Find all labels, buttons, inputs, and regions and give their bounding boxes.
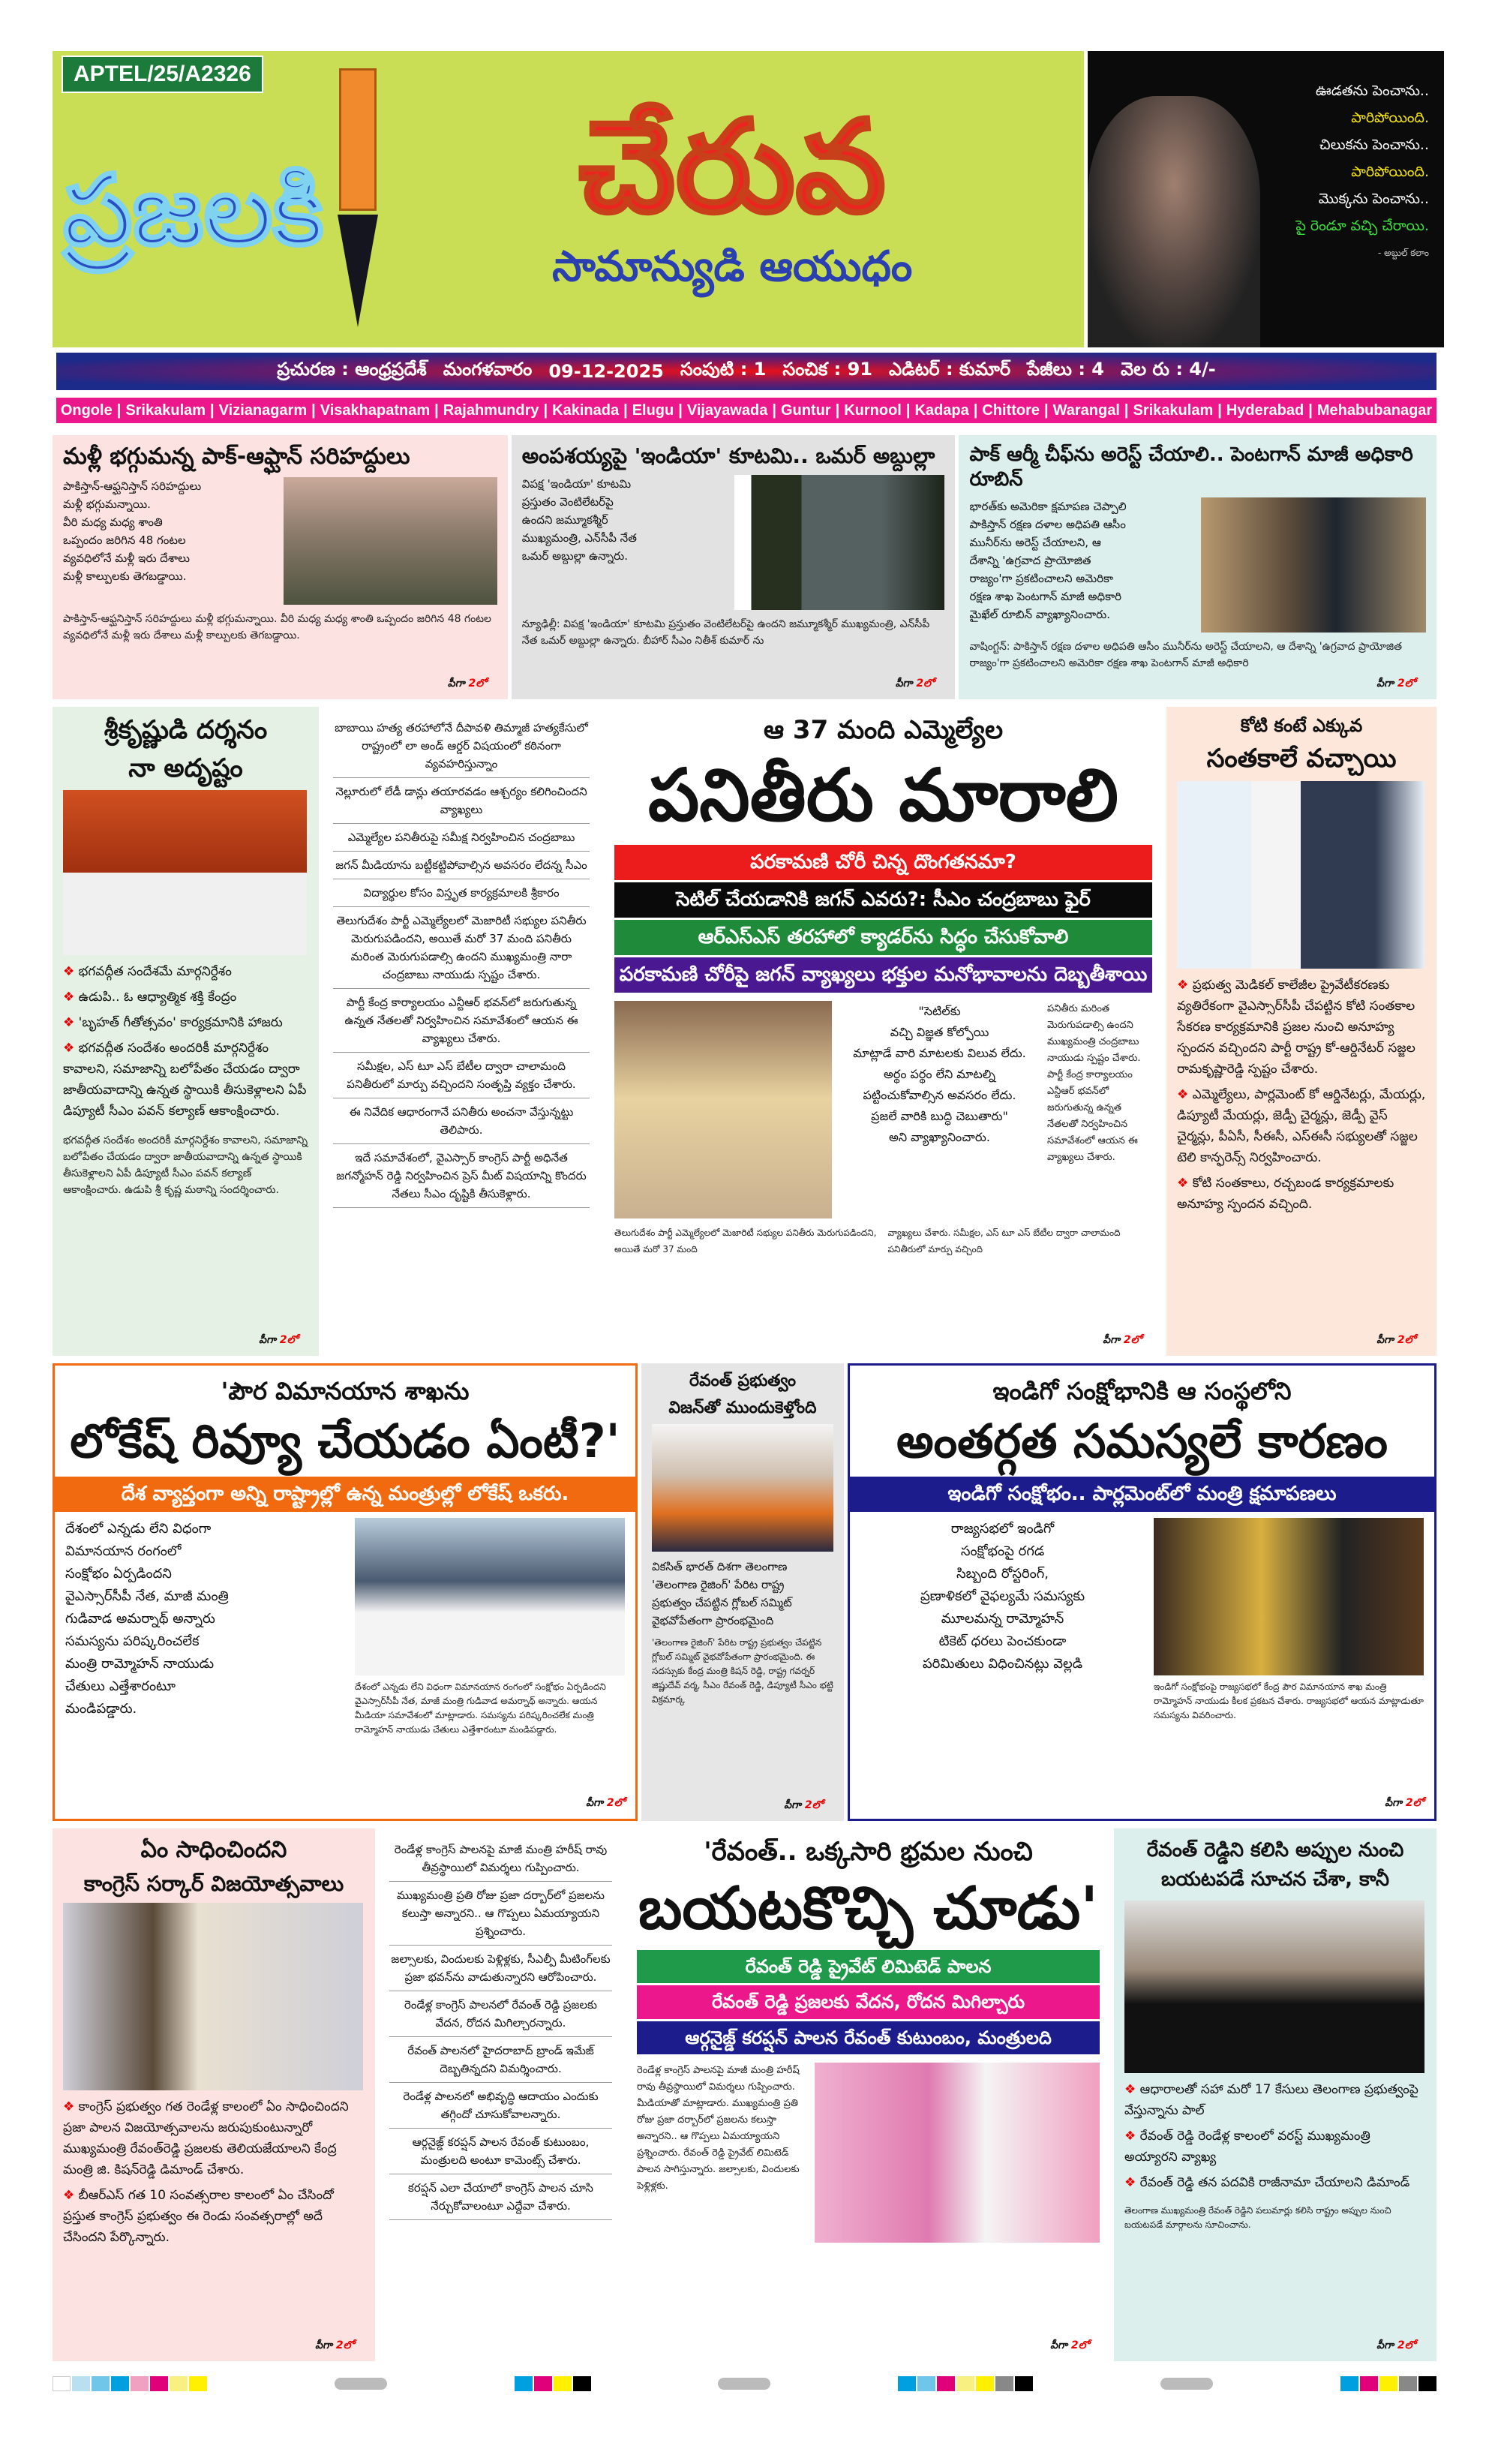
quote-line: పారిపోయింది. — [1351, 110, 1429, 126]
kishan-reddy-photo — [63, 1903, 363, 2090]
bullet-icon: ❖ — [63, 990, 79, 1005]
bullet-item — [1177, 1173, 1426, 1215]
bullet-icon: ❖ — [1177, 1175, 1193, 1191]
city-bar — [56, 398, 1436, 423]
news-page — [53, 435, 1436, 2391]
chandrababu-photo — [614, 1001, 832, 1218]
text-line: చేతులు ఎత్తేశారంటూ — [65, 1678, 176, 1694]
text-line: రాజ్యసభలో ఇండిగో — [950, 1520, 1055, 1537]
separator: | — [973, 401, 978, 419]
article-india-bloc — [512, 435, 956, 699]
text-line: రెండేళ్ల కాంగ్రెస్ పాలనపై మాజీ మంత్రి హరీష్ రావు తీవ్రస్థాయిలో విమర్శలు గుప్పించారు. — [389, 1840, 612, 1882]
ka-paul-photo — [1124, 1901, 1424, 2073]
bullet-item — [63, 2096, 365, 2180]
article-pawan-krishna — [53, 707, 319, 1356]
text-line: "సెటిల్‌కు — [918, 1004, 961, 1019]
byline-mark: 2లో — [1405, 1797, 1424, 1809]
text-line: ఒమర్ అబ్దుల్లా ఉన్నారు. — [521, 549, 628, 563]
bullet-icon: ❖ — [1177, 1086, 1193, 1102]
editor: ఎడిటర్ : కుమార్ — [889, 359, 1011, 380]
byline-mark: 2లో — [804, 1799, 823, 1811]
byline-text: పీగా — [1376, 1334, 1394, 1346]
headline-line2: నా అదృష్టం — [128, 753, 243, 783]
byline — [652, 1799, 833, 1813]
text-line: భారత్‌కు అమెరికా క్షమాపణ చెప్పాలి — [969, 500, 1127, 513]
text-line: ఒప్పందం జరిగిన 48 గంటల — [63, 533, 186, 547]
publication: ప్రచురణ : ఆంధ్రప్రదేశ్ — [277, 359, 427, 380]
row-3 — [53, 1363, 1436, 1821]
row-1 — [53, 435, 1436, 699]
byline — [63, 2339, 365, 2354]
text-line: పనితీరు మరింత మెరుగుపడాల్సి ఉందని ముఖ్యమంత్రి చంద్రబాబు నాయుడు స్పష్టం చేశారు. పార్టీ కేంద్ర కార్యాలయం ఎన్టీఆర్ భవన్‌లో జరుగుతున్న ఉన్నత నేతలతో నిర్వహించిన సమావేశంలో ఆయన ఈ వ్యాఖ్యలు చేశారు. — [1047, 1003, 1141, 1164]
bullet-icon: ❖ — [63, 1015, 79, 1030]
kicker: 'రేవంత్.. ఒక్కసారి భ్రమల నుంచి — [704, 1837, 1033, 1867]
separator: | — [1124, 401, 1129, 419]
byline — [1124, 2339, 1426, 2354]
article-lokesh-review — [53, 1363, 638, 1821]
separator: | — [210, 401, 215, 419]
bullet-text: ఆధారాలతో సహా మరో 17 కేసులు తెలంగాణ ప్రభుత్వంపై వేస్తున్నాను పాల్ — [1124, 2082, 1418, 2118]
caption: భగవద్గీత సందేశం అందరికీ మార్గనిర్దేశం కావాలని, సమాజాన్ని బలోపేతం చేయడం ద్వారా జాతీయవాదాన్ని ఉన్నత స్థాయికి తీసుకెళ్లాలని ఏపీ డిప్యూటీ సీఎం పవన్ కల్యాణ్ ఆకాంక్షించారు. ఉడుపి శ్రీ కృష్ణ మఠాన్ని సందర్శించారు. — [63, 1134, 308, 1196]
text-line: పాకిస్తాన్-ఆఫ్ఘనిస్తాన్ సరిహద్దులు — [63, 479, 202, 493]
row-2 — [53, 707, 1436, 1356]
separator: | — [1044, 401, 1049, 419]
logo-title-part2: చేరువ — [578, 92, 887, 242]
bullet-icon: ❖ — [63, 964, 79, 979]
headline: అంపశయ్యపై 'ఇండియా' కూటమి.. ఒమర్ అబ్దుల్లా — [521, 443, 935, 468]
byline-mark: 2లో — [279, 1334, 298, 1346]
text-line: రెండేళ్ల పాలనలో అభివృద్ధి ఆదాయం ఎందుకు తగ్గిందో చూసుకోవాలన్నారు. — [389, 2087, 612, 2129]
text-line: పట్టించుకోవాల్సిన అవసరం లేదు. — [863, 1088, 1016, 1103]
bullet-text: ప్రభుత్వ మెడికల్ కాలేజీల ప్రైవేటీకరణకు వ్యతిరేకంగా వైఎస్సార్‌సీపీ చేపట్టిన కోటి సంతకాల సేకరణ కార్యక్రమానికి ప్రజల నుంచి అనూహ్య స్పందన వచ్చిందని పార్టీ రాష్ట్ర కో-ఆర్డినేటర్ సజ్జల రామకృష్ణారెడ్డి స్పష్టం చేశారు. — [1177, 977, 1415, 1077]
separator: | — [311, 401, 316, 419]
column-harish-comments — [379, 1828, 623, 2361]
text-line: ఇదే సమావేశంలో, వైఎస్సార్ కాంగ్రెస్ పార్టీ అధినేత జగన్మోహన్ రెడ్డి నిర్వహించిన ప్రెస్ మీట్ విషయాన్ని కొందరు నేతలు సీఎం దృష్టికి తీసుకెళ్లారు. — [333, 1149, 590, 1208]
bullet-text: రేవంత్ రెడ్డి రెండేళ్ల కాలంలో వరస్ట్ ముఖ్యమంత్రి అయ్యారని వ్యాఖ్య — [1124, 2129, 1370, 2165]
text-line: సంక్షోభంపై రగడ — [960, 1543, 1045, 1559]
byline — [522, 678, 945, 692]
registration-marks — [53, 2376, 207, 2391]
byline — [55, 1797, 635, 1811]
text-line: బాబాయి హత్య తరహాలోనే దీపావళి తిమ్మాజీ హత్యకేసులో రాష్ట్రంలో లా అండ్ ఆర్డర్ విషయంలో కఠినంగా వ్యవహరిస్తున్నాం — [333, 719, 590, 778]
column-jagan-comments — [323, 707, 600, 1356]
text-line: ఎమ్మెల్యేల పనితీరుపై సమీక్ష నిర్వహించిన చంద్రబాబు — [333, 828, 590, 852]
separator: | — [905, 401, 911, 419]
byline-mark: 2లో — [1397, 2339, 1415, 2351]
text-line: మునీర్‌ను అరెస్ట్ చేయాలని, ఆ — [969, 536, 1101, 549]
headline: లోకేష్ రివ్యూ చేయడం ఏంటీ?' — [70, 1414, 620, 1468]
subhead-strips — [637, 1950, 1100, 2057]
separator: | — [543, 401, 548, 419]
text-line: వచ్చి విజ్ఞత కోల్పోయి — [890, 1025, 989, 1040]
print-marks — [53, 2376, 1436, 2391]
bullet-text: భగవద్గీత సందేశం అందరికీ మార్గనిర్దేశం కావాలని, సమాజాన్ని బలోపేతం చేయడం ద్వారా జాతీయవాదాన్ని ఉన్నత స్థాయికి తీసుకెళ్లాలని ఏపీ డిప్యూటీ సీఎం పవన్ కల్యాణ్ ఆకాంక్షించారు. — [63, 1041, 307, 1119]
quote-line: పై రెండూ వచ్చి చేరాయి. — [1295, 218, 1429, 234]
bullet-text: కాంగ్రెస్ ప్రభుత్వం గత రెండేళ్ల కాలంలో ఏం సాధించిందని ప్రజా పాలన విజయోత్సవాలను జరుపుకుంటున్నారో ముఖ్యమంత్రి రేవంత్‌రెడ్డి ప్రజలకు తెలియజేయాలని కేంద్ర మంత్రి జి. కిషన్‌రెడ్డి డిమాండ్ చేశారు. — [63, 2099, 349, 2177]
text-line: వ్యవధిలోనే మళ్లీ ఇరు దేశాలు — [63, 551, 190, 565]
subhead-strip: సెటిల్ చేయడానికి జగన్ ఎవరు?: సీఎం చంద్రబాబు ఫైర్ — [614, 882, 1152, 918]
border-soldiers-photo — [284, 477, 497, 605]
separator: | — [1308, 401, 1313, 419]
text-line: మళ్లీ భగ్గుమన్నాయి. — [63, 497, 151, 511]
text-line: పాకిస్తాన్ రక్షణ దళాల అధిపతి ఆసీం — [969, 518, 1126, 531]
city-link[interactable]: Kadapa — [914, 401, 969, 419]
byline-mark: 2లో — [1123, 1334, 1142, 1346]
article-pak-afghan — [53, 435, 508, 699]
caption: దేశంలో ఎన్నడు లేని విధంగా విమానయాన రంగంలో సంక్షోభం ఏర్పడిందని వైఎస్సార్‌సీపీ నేత, మాజీ మంత్రి గుడివాడ అమర్నాథ్ అన్నారు. ఆయన మీడియా సమావేశంలో మాట్లాడారు. సమస్యను పరిష్కరించలేక మంత్రి రామ్మోహన్ నాయుడు చేతులు ఎత్తేశారంటూ మండిపడ్డారు. — [355, 1681, 606, 1735]
headline: రేవంత్ రెడ్డిని కలిసి అప్పుల నుంచి బయటపడే సూచన చేశా, కానీ — [1146, 1839, 1404, 1891]
text-line: సిబ్బంది రోస్టరింగ్, — [956, 1565, 1049, 1582]
kalam-photo — [1088, 96, 1260, 347]
byline-text: పీగా — [895, 678, 913, 690]
subhead-strip: ఇండిగో సంక్షోభం.. పార్లమెంట్‌లో మంత్రి క్షమాపణలు — [850, 1477, 1434, 1512]
byline — [614, 1334, 1152, 1348]
quote-line: పారిపోయింది. — [1351, 164, 1429, 180]
text-line: కరప్షన్ ఎలా చేయాలో కాంగ్రెస్ పాలన చూసి నేర్చుకోవాలంటూ ఎద్దేవా చేశారు. — [389, 2179, 612, 2220]
bullet-item — [63, 987, 308, 1008]
text-line: మంత్రి రామ్మోహన్ నాయుడు — [65, 1655, 215, 1672]
kicker: కోటి కంటే ఎక్కువ — [1240, 715, 1363, 736]
bullet-text: బీఆర్ఎస్ గత 10 సంవత్సరాల కాలంలో ఏం చేసిందో ప్రస్తుత కాంగ్రెస్ ప్రభుత్వం ఈ రెండు సంవత్సరాల్లో అదే చేసిందని పేర్కొన్నారు. — [63, 2187, 334, 2245]
lead-article — [604, 707, 1163, 1356]
kicker: 'పౌర విమానయాన శాఖను — [221, 1377, 470, 1405]
caption: వాషింగ్టన్: పాకిస్తాన్ రక్షణ దళాల అధిపతి ఆసీం మునీర్‌ను అరెస్ట్ చేయాలని, ఆ దేశాన్ని 'ఉగ్రవాద ప్రాయోజిత రాజ్యం'గా ప్రకటించాలని అమెరికా రక్షణ శాఖ పెంటగాన్ మాజీ అధికారి — [969, 641, 1403, 669]
day: మంగళవారం — [443, 359, 533, 380]
city-link[interactable]: Hyderabad — [1226, 401, 1304, 419]
city-link[interactable]: Rajahmundry — [443, 401, 539, 419]
city-link[interactable]: Srikakulam — [125, 401, 206, 419]
headline-line1: ఏం సాధించిందని — [140, 1837, 287, 1863]
masthead — [53, 51, 1084, 347]
caption-2: వ్యాఖ్యలు చేశారు. సమీక్షల, ఎస్ టూ ఎస్ బేటీల ద్వారా చాలామంది పనితీరులో మార్పు వచ్చింది — [887, 1227, 1121, 1255]
issue: సంచిక : 91 — [782, 359, 872, 380]
lead-headline: పనితీరు మారాలి — [648, 753, 1118, 837]
separator: | — [434, 401, 439, 419]
city-link[interactable]: Vijayawada — [686, 401, 768, 419]
text-line: ప్రభుత్వం చేపట్టిన గ్లోబల్ సమ్మిట్ — [652, 1596, 792, 1609]
text-line: సంక్షోభం ఏర్పడిందని — [65, 1565, 172, 1582]
bullet-icon: ❖ — [1124, 2175, 1140, 2190]
bullet-text: ఉడుపి.. ఓ ఆధ్యాత్మిక శక్తి కేంద్రం — [78, 990, 237, 1005]
bullet-item — [1177, 975, 1426, 1080]
text-line: గుడివాడ అమర్నాథ్ అన్నారు — [65, 1610, 215, 1627]
text-line: ప్రస్తుతం వెంటిలేటర్‌పై — [521, 495, 614, 509]
byline — [850, 1797, 1434, 1811]
separator: | — [772, 401, 776, 419]
headline: బయటకొచ్చి చూడు' — [638, 1874, 1099, 1943]
text-line: మాట్లాడే వారి మాటలకు విలువ లేదు. — [853, 1046, 1026, 1061]
volume: సంపుటి : 1 — [680, 359, 767, 380]
text-line: 'తెలంగాణ రైజింగ్' పేరిట రాష్ట్ర — [652, 1578, 785, 1591]
headline-line2: కాంగ్రెస్ సర్కార్ విజయోత్సవాలు — [83, 1871, 344, 1896]
bullet-icon: ❖ — [1177, 977, 1193, 993]
rammohan-naidu-photo — [1154, 1518, 1424, 1675]
separator: | — [116, 401, 122, 419]
byline-text: పీగా — [259, 1334, 276, 1346]
headline: అంతర్గత సమస్యలే కారణం — [896, 1414, 1388, 1468]
date: 09-12-2025 — [548, 361, 664, 382]
text-line: పార్టీ కేంద్ర కార్యాలయం ఎన్టీఆర్ భవన్‌లో జరుగుతున్న ఉన్నత నేతలతో నిర్వహించిన సమావేశంలో ఆయన ఈ వ్యాఖ్యలు చేశారు. — [333, 993, 590, 1053]
subhead-strip: రేవంత్ రెడ్డి ప్రైవేట్ లిమిటెడ్ పాలన — [637, 1950, 1100, 1983]
byline-text: పీగా — [1050, 2339, 1067, 2351]
text-line: మైఖేల్ రూబిన్ వ్యాఖ్యానించారు. — [969, 608, 1110, 621]
quote-lines — [1264, 77, 1429, 266]
bullet-icon: ❖ — [1124, 2082, 1140, 2097]
pen-icon — [332, 68, 384, 331]
article-koti-santakalu — [1166, 707, 1436, 1356]
text-line: ముఖ్యమంత్రి ప్రతి రోజు ప్రజా దర్బార్‌లో ప్రజలను కలుస్తా అన్నారని.. ఆ గొప్పలు ఏమయ్యాయని ప్రశ్నించారు. — [389, 1886, 612, 1946]
text-line: వైభవోపేతంగా ప్రారంభమైంది — [652, 1614, 774, 1627]
bullet-item — [63, 1012, 308, 1033]
byline-text: పీగా — [586, 1797, 603, 1809]
registration-pill — [335, 2378, 387, 2390]
byline-mark: 2లో — [335, 2339, 354, 2351]
text-line: ఉందని జమ్మూకశ్మీర్ — [521, 513, 608, 527]
city-link[interactable]: Elugu — [632, 401, 674, 419]
caption: తెలుగుదేశం పార్టీ ఎమ్మెల్యేలలో మెజారిటీ సభ్యుల పనితీరు మెరుగుపడిందని, అయితే మరో 37 మంది — [614, 1227, 877, 1255]
text-line: ముఖ్యమంత్రి, ఎన్‌సీపీ నేత — [521, 531, 637, 545]
byline — [637, 2339, 1100, 2354]
registration-marks — [515, 2376, 591, 2391]
byline-text: పీగా — [447, 678, 465, 690]
text-line: పరిమితులు విధించినట్లు వెల్లడి — [922, 1655, 1083, 1672]
article-pentagon-rubin — [959, 435, 1436, 699]
city-link[interactable]: Ongole — [60, 401, 113, 419]
text-line: వికసిత్ భారత్ దిశగా తెలంగాణ — [652, 1560, 788, 1573]
bullet-item — [1177, 1084, 1426, 1168]
subhead-strip: ఆర్గనైజ్డ్ కరప్షన్ పాలన రేవంత్ కుటుంబం, మంత్రులది — [637, 2021, 1100, 2054]
bullet-item — [63, 2185, 365, 2248]
city-link[interactable]: Mehabubanagar — [1316, 401, 1433, 419]
byline — [63, 678, 497, 692]
subhead-strip: పరకామణి చోరీ చిన్న దొంగతనమా? — [614, 845, 1152, 880]
article-congress-celebrations — [53, 1828, 375, 2361]
separator: | — [678, 401, 683, 419]
registration-pill — [1160, 2378, 1213, 2390]
lead-kicker: ఆ 37 మంది ఎమ్మెల్యేల — [763, 715, 1004, 745]
subhead-strip: పరకామణి చోరీపై జగన్ వ్యాఖ్యలు భక్తుల మనోభావాలను దెబ్బతీశాయి — [614, 957, 1152, 993]
article-ka-paul — [1114, 1828, 1436, 2361]
price: వెల రు : 4/- — [1121, 359, 1216, 380]
text-line: సమస్యను పరిష్కరించలేక — [65, 1633, 200, 1649]
text-line: మళ్లీ కాల్పులకు తెగబడ్డాయి. — [63, 569, 187, 583]
bullet-text: 'బృహత్ గీతోత్సవం' కార్యక్రమానికి హాజరు — [78, 1015, 283, 1030]
text-line: తెలుగుదేశం పార్టీ ఎమ్మెల్యేలలో మెజారిటీ సభ్యుల పనితీరు మెరుగుపడిందని, అయితే మరో 37 మంది పనితీరు మరింత మెరుగుపడాల్సి ఉందని ముఖ్యమంత్రి నారా చంద్రబాబు నాయుడు స్పష్టం చేశారు. — [333, 912, 590, 989]
headline-line1: శ్రీకృష్ణుడి దర్శనం — [104, 715, 268, 745]
city-link[interactable]: Kakinada — [552, 401, 620, 419]
text-line: దేశాన్ని 'ఉగ్రవాద ప్రాయోజిత — [969, 554, 1091, 567]
city-link[interactable]: Vizianagarm — [218, 401, 308, 419]
registration-marks — [898, 2376, 1033, 2391]
text-line: ప్రజలే వారికి బుద్ధి చెబుతారు" — [871, 1109, 1008, 1124]
article-revanth-vision — [641, 1363, 844, 1821]
text-line: రెండేళ్ల కాంగ్రెస్ పాలనలో రేవంత్ రెడ్డి ప్రజలకు వేదన, రోదన మిగిల్చారన్నారు. — [389, 1996, 612, 2037]
text-line: రక్షణ శాఖ పెంటగాన్ మాజీ అధికారి — [969, 590, 1122, 603]
text-line: మండిపడ్డారు. — [65, 1700, 137, 1717]
issue-info-bar — [56, 353, 1436, 390]
caption: తెలంగాణ ముఖ్యమంత్రి రేవంత్ రెడ్డిని పలుమార్లు కలిసి రాష్ట్రం అప్పుల నుంచి బయటపడే మార్గాలను సూచించాను. — [1124, 2205, 1391, 2230]
text-line: మూలమన్న రామ్మోహన్ — [941, 1610, 1064, 1627]
text-line: దేశంలో ఎన్నడు లేని విధంగా — [65, 1520, 212, 1537]
city-link[interactable]: Visakhapatnam — [320, 401, 431, 419]
text-line: ప్రణాళికలో వైఫల్యమే సమస్యకు — [920, 1588, 1085, 1604]
caption: న్యూఢిల్లీ: విపక్ష 'ఇండియా' కూటమి ప్రస్తుతం వెంటిలేటర్‌పై ఉందని జమ్మూకశ్మీర్ ముఖ్యమంత్రి, ఎన్‌సీపీ నేత ఒమర్ అబ్దుల్లా ఉన్నారు. బీహార్ సీఎం నితీశ్ కుమార్ ను — [521, 618, 930, 647]
registration-pill — [718, 2378, 770, 2390]
bullet-text: ఎమ్మెల్యేలు, పార్లమెంట్ కో ఆర్డినేటర్లు, మేయర్లు, డిప్యూటీ మేయర్లు, జెడ్పీ చైర్మన్లు, జెడ్పీ వైస్ చైర్మన్లు, పీఏసీ, సీఈసీ, ఎస్ఈసీ సభ్యులతో సజ్జల టెలి కాన్ఫరెన్స్ నిర్వహించారు. — [1177, 1086, 1426, 1165]
logo-right — [392, 92, 1074, 302]
city-link[interactable]: Srikakulam — [1133, 401, 1214, 419]
kicker: ఇండిగో సంక్షోభానికి ఆ సంస్థలోని — [992, 1377, 1292, 1405]
body-text: రెండేళ్ల కాంగ్రెస్ పాలనపై మాజీ మంత్రి హరీష్ రావు తీవ్రస్థాయిలో విమర్శలు గుప్పించారు. మీడియాతో మాట్లాడారు. ముఖ్యమంత్రి ప్రతి రోజు ప్రజా దర్బార్‌లో ప్రజలను కలుస్తా అన్నారని.. ఆ గొప్పలు ఏమయ్యాయని ప్రశ్నించారు. రేవంత్ రెడ్డి ప్రైవేట్ లిమిటెడ్ పాలన సాగిస్తున్నారు. జల్సాలకు, విందులకు పెళ్లిళ్లకు. — [637, 2065, 800, 2192]
separator: | — [1217, 401, 1222, 419]
pages: పేజీలు : 4 — [1027, 359, 1104, 380]
pull-quote — [841, 1001, 1038, 1148]
separator: | — [623, 401, 628, 419]
article-revanth-come-out — [626, 1828, 1110, 2361]
omar-abdullah-photo — [734, 475, 944, 610]
text-line: రాజ్యం'గా ప్రకటించాలని అమెరికా — [969, 572, 1114, 585]
text-line: అని వ్యాఖ్యానించారు. — [889, 1130, 990, 1145]
caption: 'తెలంగాణ రైజింగ్' పేరిట రాష్ట్ర ప్రభుత్వం చేపట్టిన గ్లోబల్ సమ్మిట్ వైభవోపేతంగా ప్రారంభమైంది. ఈ సదస్సుకు కేంద్ర మంత్రి కిషన్ రెడ్డి, రాష్ట్ర గవర్నర్ జిష్ణుదేవ్ వర్మ, సీఎం రేవంత్ రెడ్డి, డిప్యూటీ సీఎం భట్టి విక్రమార్క — [652, 1637, 833, 1705]
gudivada-amarnath-photo — [355, 1518, 625, 1675]
headline-line1: రేవంత్ ప్రభుత్వం — [689, 1372, 797, 1390]
bullet-text: రేవంత్ రెడ్డి తన పదవికి రాజీనామా చేయాలని డిమాండ్ — [1139, 2175, 1410, 2190]
harish-rao-photo — [815, 2063, 1100, 2243]
summit-speaker-photo — [652, 1424, 833, 1552]
city-link[interactable]: Kurnool — [844, 401, 902, 419]
headline: పాక్ ఆర్మీ చీఫ్‌ను అరెస్ట్ చేయాలి.. పెంటగాన్ మాజీ అధికారి రూబిన్ — [969, 443, 1413, 491]
city-link[interactable]: Chittore — [982, 401, 1040, 419]
text-line: వీరి మధ్య మధ్య శాంతి — [63, 515, 163, 529]
byline-text: పీగా — [315, 2339, 332, 2351]
bullet-icon: ❖ — [63, 1041, 79, 1056]
article-indigo-crisis — [848, 1363, 1436, 1821]
subhead-strip: దేశ వ్యాప్తంగా అన్ని రాష్ట్రాల్లో ఉన్న మంత్రుల్లో లోకేష్ ఒకరు. — [55, 1477, 635, 1512]
byline-text: పీగా — [784, 1799, 801, 1811]
separator: | — [835, 401, 840, 419]
michael-rubin-photo — [1201, 497, 1426, 633]
quote-line: ఊడతను పెంచాను.. — [1315, 83, 1429, 99]
sajjala-photo — [1177, 781, 1424, 969]
tagline: సామాన్యుడి ఆయుధం — [552, 242, 913, 291]
text-line: ఈ నివేదిక ఆధారంగానే పనితీరు అంచనా వేస్తున్నట్టు తెలిపారు. — [333, 1103, 590, 1144]
byline-text: పీగా — [1385, 1797, 1402, 1809]
quote-author: - అబ్దుల్ కలాం — [1378, 248, 1429, 258]
text-line: రేవంత్ పాలనలో హైదరాబాద్ బ్రాండ్ ఇమేజ్ దెబ్బతిన్నదని విమర్శించారు. — [389, 2042, 612, 2083]
text-line: జల్సాలకు, విందులకు పెళ్లిళ్లకు, సీఎల్పీ మీటింగ్‌లకు ప్రజా భవన్‌ను వాడుతున్నారని ఆరోపించారు. — [389, 1950, 612, 1991]
subhead-strip: రేవంత్ రెడ్డి ప్రజలకు వేదన, రోదన మిగిల్చారు — [637, 1985, 1100, 2018]
lead-strips — [614, 845, 1152, 995]
caption: పాకిస్తాన్-ఆఫ్ఘనిస్తాన్ సరిహద్దులు మళ్లీ భగ్గుమన్నాయి. వీరి మధ్య మధ్య శాంతి ఒప్పందం జరిగిన 48 గంటల వ్యవధిలోనే మళ్లీ ఇరు దేశాలు మళ్లీ కాల్పులకు తెగబడ్డాయి. — [63, 612, 491, 642]
city-link[interactable]: Guntur — [780, 401, 831, 419]
bullet-item — [1124, 2079, 1426, 2121]
byline — [63, 1334, 308, 1348]
logo-title-part1: ప్రజలకి — [63, 152, 324, 267]
text-line: టికెట్ ధరలు పెంచకుండా — [938, 1633, 1067, 1649]
quote-line: మొక్కను పెంచాను.. — [1318, 191, 1429, 207]
byline-mark: 2లో — [1397, 678, 1415, 690]
byline-text: పీగా — [1376, 678, 1394, 690]
byline — [1177, 1334, 1426, 1348]
text-line: విపక్ష 'ఇండియా' కూటమి — [521, 477, 632, 491]
byline-mark: 2లో — [468, 678, 487, 690]
quote-line: చిలుకను పెంచాను.. — [1319, 137, 1429, 153]
byline-text: పీగా — [1376, 2339, 1394, 2351]
byline-mark: 2లో — [1397, 1334, 1415, 1346]
byline — [969, 678, 1426, 692]
registration-number: APTEL/25/A2326 — [62, 56, 263, 93]
byline-mark: 2లో — [606, 1797, 625, 1809]
city-link[interactable]: Warangal — [1052, 401, 1120, 419]
caption: ఇండిగో సంక్షోభంపై రాజ్యసభలో కేంద్ర పౌర విమానయాన శాఖ మంత్రి రామ్మోహన్ నాయుడు కీలక ప్రకటన చేశారు. రాజ్యసభలో ఆయన మాట్లాడుతూ సమస్యను వివరించారు. — [1154, 1681, 1424, 1720]
bullet-icon: ❖ — [63, 2187, 79, 2203]
registration-marks — [1340, 2376, 1436, 2391]
byline-text: పీగా — [1103, 1334, 1120, 1346]
bullet-icon: ❖ — [63, 2099, 79, 2114]
subhead-strip: ఆర్‌ఎస్‌ఎస్ తరహాలో క్యాడర్‌ను సిద్ధం చేసుకోవాలి — [614, 920, 1152, 955]
bullet-item — [63, 1038, 308, 1122]
quote-panel — [1088, 51, 1444, 347]
text-line: అర్థం పర్థం లేని మాటల్ని — [884, 1067, 995, 1082]
pawan-kalyan-photo — [63, 790, 307, 955]
row-4 — [53, 1828, 1436, 2361]
text-line: వైఎస్సార్‌సీపీ నేత, మాజీ మంత్రి — [65, 1588, 229, 1604]
bullet-text: కోటి సంతకాలు, రచ్చబండ కార్యక్రమాలకు అనూహ్య స్పందన వచ్చింది. — [1177, 1175, 1394, 1212]
headline-line2: విజన్‌తో ముందుకెళ్తోంది — [668, 1398, 817, 1417]
bullet-text: భగవద్గీత సందేశమే మార్గనిర్దేశం — [78, 964, 232, 979]
text-line: జగన్ మీడియాను బట్టీకట్టిపోవాల్సిన అవసరం లేదన్న సీఎం — [333, 856, 590, 879]
text-line: నెల్లూరులో లేడీ డాన్లు తయారవడం ఆశ్చర్యం కలిగించిందని వ్యాఖ్యలు — [333, 783, 590, 824]
headline: మళ్లీ భగ్గుమన్న పాక్-ఆఫ్ఘాన్ సరిహద్దులు — [63, 443, 410, 470]
text-line: ఆర్గనైజ్డ్ కరప్షన్ పాలన రేవంత్ కుటుంబం, మంత్రులది అంటూ కామెంట్స్ చేశారు. — [389, 2133, 612, 2174]
text-line: సమీక్షల, ఎస్ టూ ఎస్ బేటీల ద్వారా చాలామంది పనితీరులో మార్పు వచ్చిందని సంతృప్తి వ్యక్తం చేశారు. — [333, 1057, 590, 1098]
bullet-icon: ❖ — [1124, 2129, 1140, 2144]
bullet-item — [63, 961, 308, 982]
bullet-item — [1124, 2126, 1426, 2168]
byline-mark: 2లో — [1070, 2339, 1089, 2351]
text-line: విమానయాన రంగంలో — [65, 1543, 182, 1559]
headline: సంతకాలే వచ్చాయి — [1206, 744, 1397, 774]
byline-mark: 2లో — [916, 678, 935, 690]
text-line: విద్యార్థుల కోసం విస్తృత కార్యక్రమాలకి శ్రీకారం — [333, 884, 590, 907]
bullet-item — [1124, 2172, 1426, 2193]
